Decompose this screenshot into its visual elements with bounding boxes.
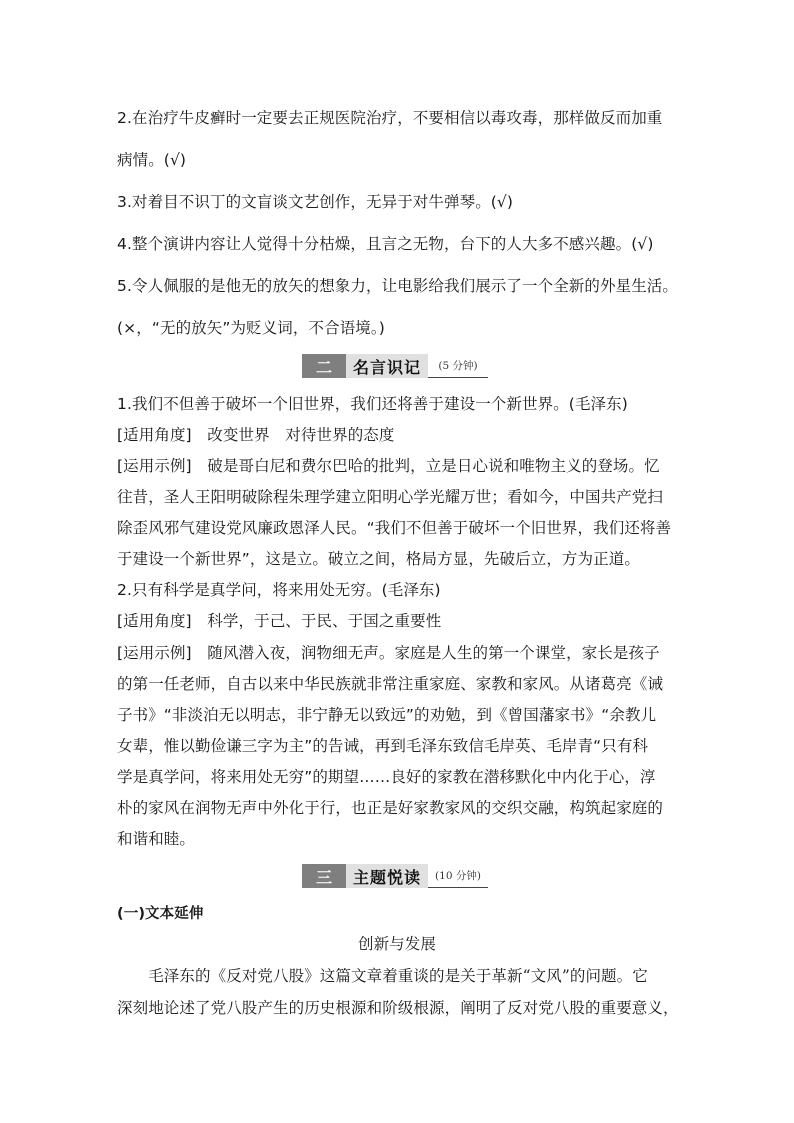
text-line: 女辈，惟以勤俭谦三字为主”的告诫，再到毛泽东致信毛岸英、毛岸青“只有科	[117, 737, 649, 755]
article-line: 毛泽东的《反对党八股》这篇文章着重谈的是关于革新“文风”的问题。它	[117, 967, 648, 985]
article-line: 深刻地论述了党八股产生的历史根源和阶级根源，阐明了反对党八股的重要意义，	[117, 999, 679, 1017]
section-header-quotes	[302, 354, 488, 378]
article-title: 创新与发展	[357, 935, 436, 953]
section-time: (10 分钟)	[428, 864, 488, 888]
text-line: 学是真学问，将来用处无穷”的期望……良好的家教在潜移默化中内化于心，淳	[117, 768, 656, 786]
text-line: 2.在治疗牛皮癣时一定要去正规医院治疗，不要相信以毒攻毒，那样做反而加重	[117, 109, 663, 127]
text-line: [运用示例] 随风潜入夜，润物细无声。家庭是人生的第一个课堂，家长是孩子	[117, 644, 660, 662]
text-line: 的第一任老师，自古以来中华民族就非常注重家庭、家教和家风。从诸葛亮《诫	[117, 675, 664, 693]
text-line: 4.整个演讲内容让人觉得十分枯燥，且言之无物，台下的人大多不感兴趣。(√)	[117, 235, 654, 253]
text-line: [适用角度] 改变世界 对待世界的态度	[117, 426, 395, 444]
text-line: 除歪风邪气建设党风廉政恩泽人民。“我们不但善于破坏一个旧世界，我们还将善	[117, 519, 672, 537]
text-line: 2.只有科学是真学问，将来用处无穷。(毛泽东)	[117, 581, 441, 599]
text-line: (×，“无的放矢”为贬义词，不合语境。)	[117, 319, 385, 337]
section-number: 三	[302, 864, 346, 888]
text-line: 于建设一个新世界”，这是立。破立之间，格局方显，先破后立，方为正道。	[117, 550, 640, 568]
section-header-reading	[302, 864, 488, 888]
section-title: 主题悦读	[346, 864, 428, 888]
section-title: 名言识记	[346, 354, 428, 378]
text-line: [适用角度] 科学，于己、于民、于国之重要性	[117, 612, 442, 630]
text-line: 往昔，圣人王阳明破除程朱理学建立阳明心学光耀万世；看如今，中国共产党扫	[117, 488, 664, 506]
text-line: 子书》“非淡泊无以明志，非宁静无以致远”的劝勉，到《曾国藩家书》“余教儿	[117, 706, 657, 724]
text-line: [运用示例] 破是哥白尼和费尔巴哈的批判，立是日心说和唯物主义的登场。忆	[117, 457, 660, 475]
section-number: 二	[302, 354, 346, 378]
text-line: 朴的家风在润物无声中外化于行，也正是好家教家风的交织交融，构筑起家庭的	[117, 799, 664, 817]
text-line: 1.我们不但善于破坏一个旧世界，我们还将善于建设一个新世界。(毛泽东)	[117, 395, 628, 413]
text-line: 和谐和睦。	[117, 830, 196, 848]
section-time: (5 分钟)	[428, 354, 488, 378]
subheading: (一)文本延伸	[117, 906, 204, 922]
text-line: 病情。(√)	[117, 151, 187, 169]
text-line: 5.令人佩服的是他无的放矢的想象力，让电影给我们展示了一个全新的外星生活。	[117, 277, 678, 295]
text-line: 3.对着目不识丁的文盲谈文艺创作，无异于对牛弹琴。(√)	[117, 193, 514, 211]
